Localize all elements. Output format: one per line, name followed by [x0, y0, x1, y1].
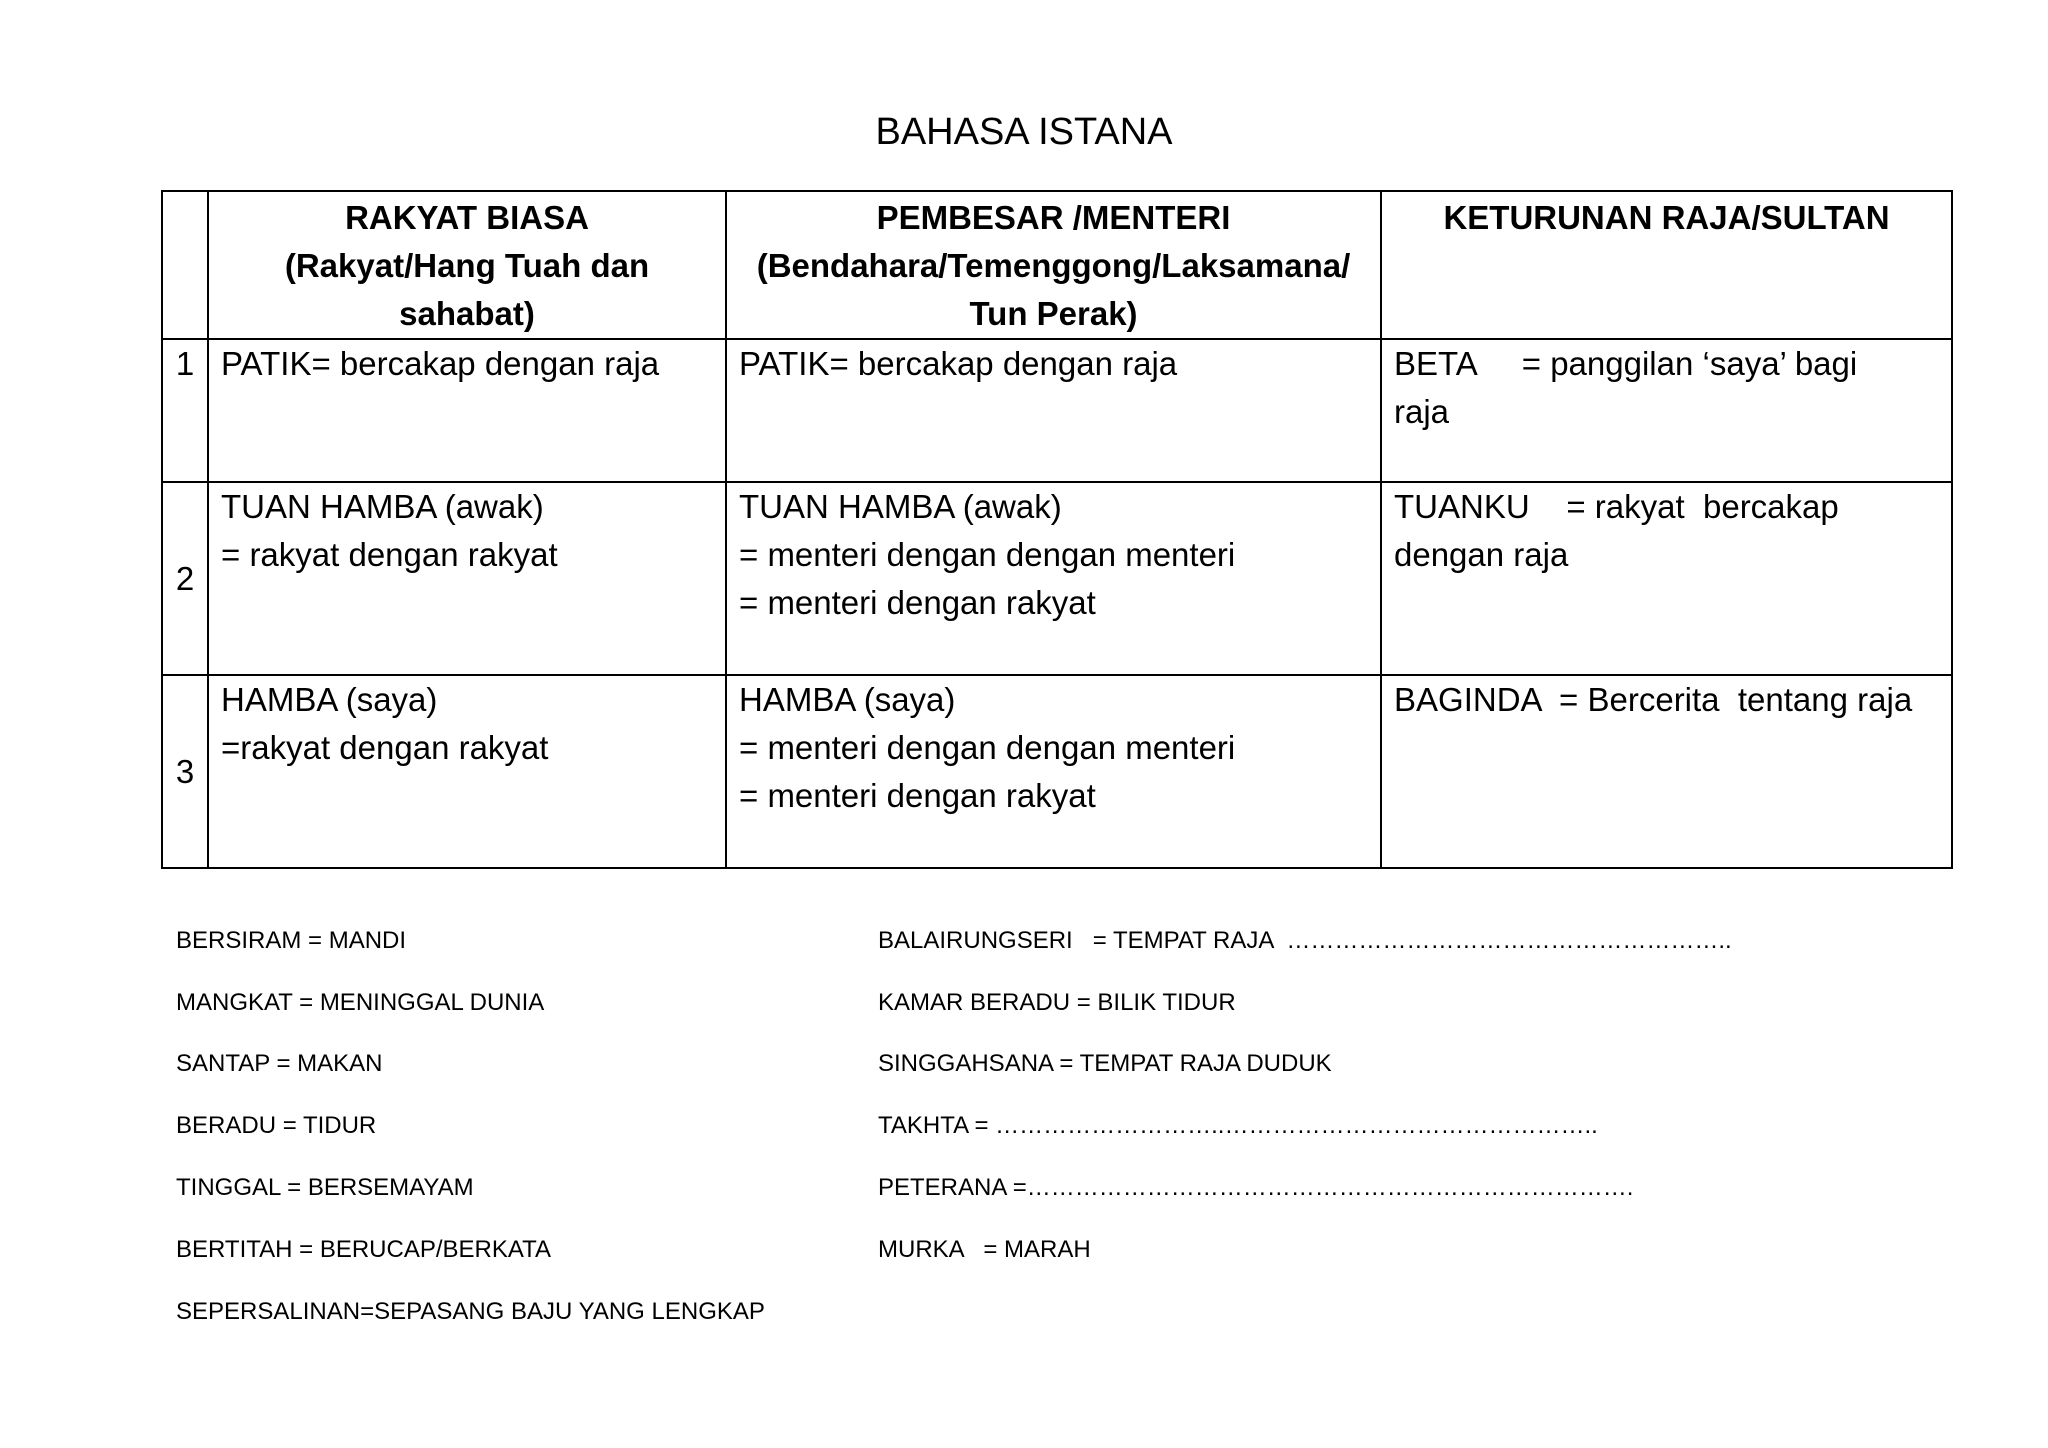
- vocab-item: BALAIRUNGSERI = TEMPAT RAJA ………………………………………………..: [878, 927, 1732, 954]
- vocab-item: SEPERSALINAN=SEPASANG BAJU YANG LENGKAP: [176, 1298, 765, 1325]
- vocab-item: SINGGAHSANA = TEMPAT RAJA DUDUK: [878, 1050, 1332, 1077]
- row-number: 1: [162, 339, 208, 482]
- vocab-item: BERTITAH = BERUCAP/BERKATA: [176, 1236, 551, 1263]
- cell-rakyat: HAMBA (saya) =rakyat dengan rakyat: [208, 675, 726, 868]
- cell-raja: TUANKU = rakyat bercakap dengan raja: [1381, 482, 1952, 675]
- cell-rakyat: PATIK= bercakap dengan raja: [208, 339, 726, 482]
- header-keturunan-raja: KETURUNAN RAJA/SULTAN: [1381, 191, 1952, 339]
- cell-pembesar: PATIK= bercakap dengan raja: [726, 339, 1381, 482]
- vocab-item: PETERANA =………………………………………………………………….: [878, 1174, 1634, 1201]
- table-header-row: [162, 191, 1952, 339]
- header-rakyat-biasa: RAKYAT BIASA (Rakyat/Hang Tuah dan sahabat): [208, 191, 726, 339]
- table-row: [162, 675, 1952, 868]
- vocab-item: SANTAP = MAKAN: [176, 1050, 383, 1077]
- table-row: [162, 339, 1952, 482]
- cell-pembesar: TUAN HAMBA (awak) = menteri dengan dengan menteri = menteri dengan rakyat: [726, 482, 1381, 675]
- vocab-item: TINGGAL = BERSEMAYAM: [176, 1174, 474, 1201]
- cell-raja: BETA = panggilan ‘saya’ bagi raja: [1381, 339, 1952, 482]
- vocab-item: MURKA = MARAH: [878, 1236, 1091, 1263]
- cell-raja: BAGINDA = Bercerita tentang raja: [1381, 675, 1952, 868]
- page-title: BAHASA ISTANA: [875, 111, 1173, 153]
- cell-pembesar: HAMBA (saya) = menteri dengan dengan menteri = menteri dengan rakyat: [726, 675, 1381, 868]
- vocab-item: KAMAR BERADU = BILIK TIDUR: [878, 989, 1236, 1016]
- row-number: 2: [162, 482, 208, 675]
- vocab-item: BERSIRAM = MANDI: [176, 927, 407, 954]
- bahasa-istana-table: [161, 190, 1953, 869]
- vocab-item: TAKHTA = ………………………..………………………………………..: [878, 1112, 1598, 1139]
- row-number: 3: [162, 675, 208, 868]
- header-number: [162, 191, 208, 339]
- vocab-item: BERADU = TIDUR: [176, 1112, 377, 1139]
- vocab-item: MANGKAT = MENINGGAL DUNIA: [176, 989, 545, 1016]
- header-pembesar-menteri: PEMBESAR /MENTERI (Bendahara/Temenggong/Laksamana/ Tun Perak): [726, 191, 1381, 339]
- cell-rakyat: TUAN HAMBA (awak) = rakyat dengan rakyat: [208, 482, 726, 675]
- table-row: [162, 482, 1952, 675]
